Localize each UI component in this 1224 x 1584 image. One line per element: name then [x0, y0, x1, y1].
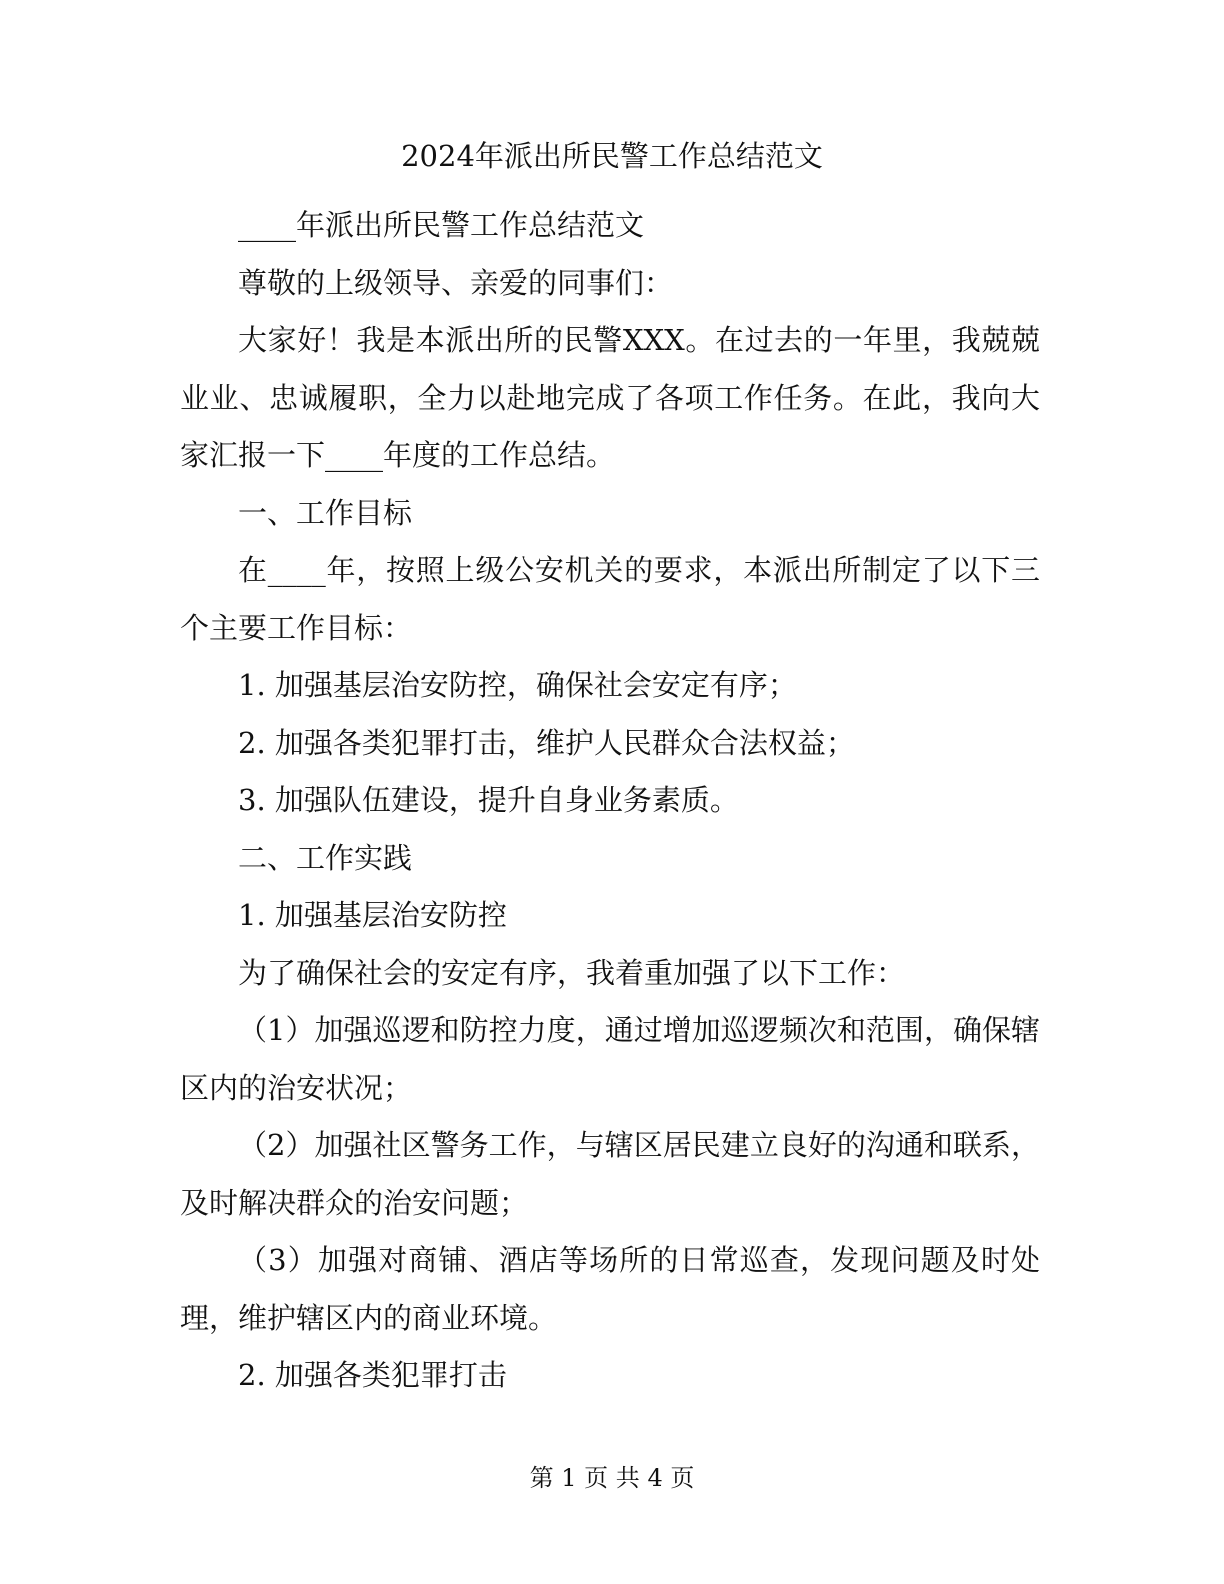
document-body [180, 197, 1040, 1405]
section-heading-goals: 一、工作目标 [238, 495, 413, 530]
salutation-paragraph: 尊敬的上级领导、亲爱的同事们： [238, 265, 674, 300]
goals-intro-paragraph: 在____年，按照上级公安机关的要求，本派出所制定了以下三个主要工作目标： [180, 553, 1040, 645]
practice-item-1: （1）加强巡逻和防控力度，通过增加巡逻频次和范围，确保辖区内的治安状况； [180, 1013, 1040, 1105]
practice-item-2: （2）加强社区警务工作，与辖区居民建立良好的沟通和联系，及时解决群众的治安问题； [180, 1128, 1040, 1220]
goal-item-2: 2. 加强各类犯罪打击，维护人民群众合法权益； [238, 725, 855, 760]
goal-item-3: 3. 加强队伍建设，提升自身业务素质。 [238, 783, 739, 817]
practice-subheading-2: 2. 加强各类犯罪打击 [238, 1358, 507, 1392]
practice-subheading-1: 1. 加强基层治安防控 [238, 898, 507, 932]
section-heading-practice: 二、工作实践 [238, 840, 413, 875]
page-number-footer: 第 1 页 共 4 页 [529, 1464, 695, 1492]
practice-intro-paragraph: 为了确保社会的安定有序，我着重加强了以下工作： [238, 955, 906, 990]
subtitle-paragraph: ____年派出所民警工作总结范文 [238, 208, 645, 242]
practice-item-3: （3）加强对商铺、酒店等场所的日常巡查，发现问题及时处理，维护辖区内的商业环境。 [180, 1243, 1040, 1335]
document-title: 2024年派出所民警工作总结范文 [401, 139, 823, 173]
goal-item-1: 1. 加强基层治安防控，确保社会安定有序； [238, 668, 797, 702]
intro-paragraph: 大家好！我是本派出所的民警XXX。在过去的一年里，我兢兢业业、忠诚履职，全力以赴地完成了各项工作任务。在此，我向大家汇报一下____年度的工作总结。 [180, 323, 1040, 472]
